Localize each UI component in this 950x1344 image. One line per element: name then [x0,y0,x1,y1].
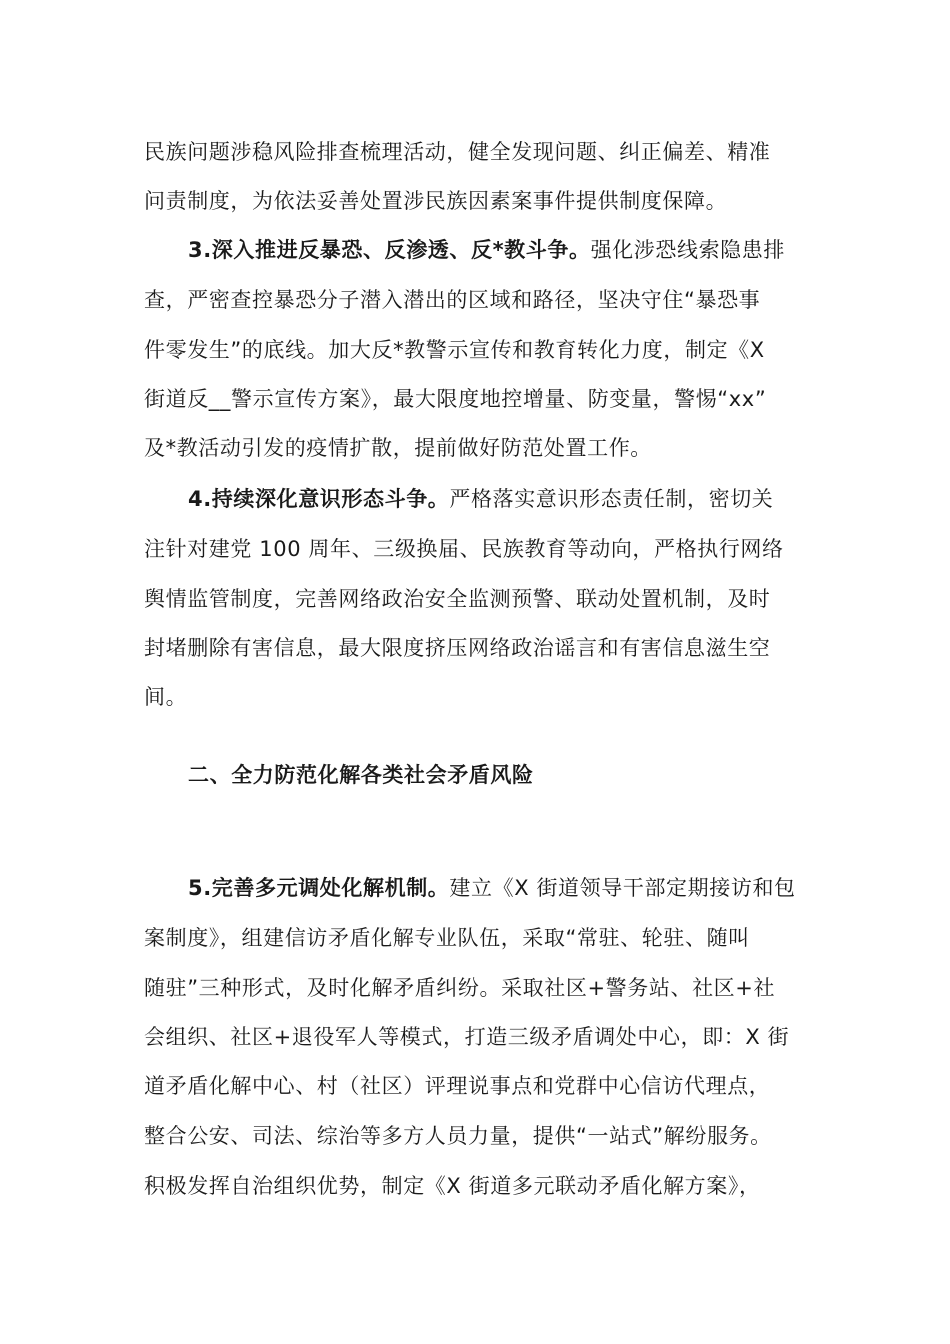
paragraph-line: 街道反__警示宣传方案》，最大限度地控增量、防变量，警惕“xx” [144,387,767,411]
paragraph-line: 民族问题涉稳风险排查梳理活动，健全发现问题、纠正偏差、精准 [144,140,771,164]
paragraph-line: 问责制度，为依法妥善处置涉民族因素案事件提供制度保障。 [144,189,728,213]
paragraph-line: 随驻”三种形式，及时化解矛盾纠纷。采取社区+警务站、社区+社 [144,976,776,1000]
paragraph-text: 建立《X 街道领导干部定期接访和包 [449,876,796,900]
paragraph-line: 件零发生”的底线。加大反*教警示宣传和教育转化力度，制定《X [144,338,765,362]
item-heading-4: 4.持续深化意识形态斗争。 [188,487,450,511]
paragraph-line: 间。 [144,685,188,709]
paragraph-line: 道矛盾化解中心、村（社区）评理说事点和党群中心信访代理点， [144,1074,771,1098]
paragraph-line: 整合公安、司法、综治等多方人员力量，提供“一站式”解纷服务。 [144,1124,772,1148]
paragraph-line: 注针对建党 100 周年、三级换届、民族教育等动向，严格执行网络 [144,537,784,561]
section-heading: 二、全力防范化解各类社会矛盾风险 [188,763,534,787]
paragraph-line [188,485,773,513]
paragraph-line: 会组织、社区+退役军人等模式，打造三级矛盾调处中心，即：X 街 [144,1025,790,1049]
paragraph-line [188,874,796,902]
paragraph-line: 及*教活动引发的疫情扩散，提前做好防范处置工作。 [144,436,652,460]
paragraph-line: 查，严密查控暴恐分子潜入潜出的区域和路径，坚决守住“暴恐事 [144,288,761,312]
paragraph-line: 封堵删除有害信息，最大限度挤压网络政治谣言和有害信息滋生空 [144,636,771,660]
paragraph-line [188,236,785,264]
item-heading-3: 3.深入推进反暴恐、反渗透、反*教斗争。 [188,238,591,262]
item-heading-5: 5.完善多元调处化解机制。 [188,876,450,900]
paragraph-line: 舆情监管制度，完善网络政治安全监测预警、联动处置机制，及时 [144,587,771,611]
paragraph-text: 强化涉恐线索隐患排 [590,238,785,262]
paragraph-line: 案制度》，组建信访矛盾化解专业队伍，采取“常驻、轮驻、随叫 [144,926,750,950]
paragraph-text: 严格落实意识形态责任制，密切关 [449,487,774,511]
paragraph-line: 积极发挥自治组织优势，制定《X 街道多元联动矛盾化解方案》， [144,1174,761,1198]
